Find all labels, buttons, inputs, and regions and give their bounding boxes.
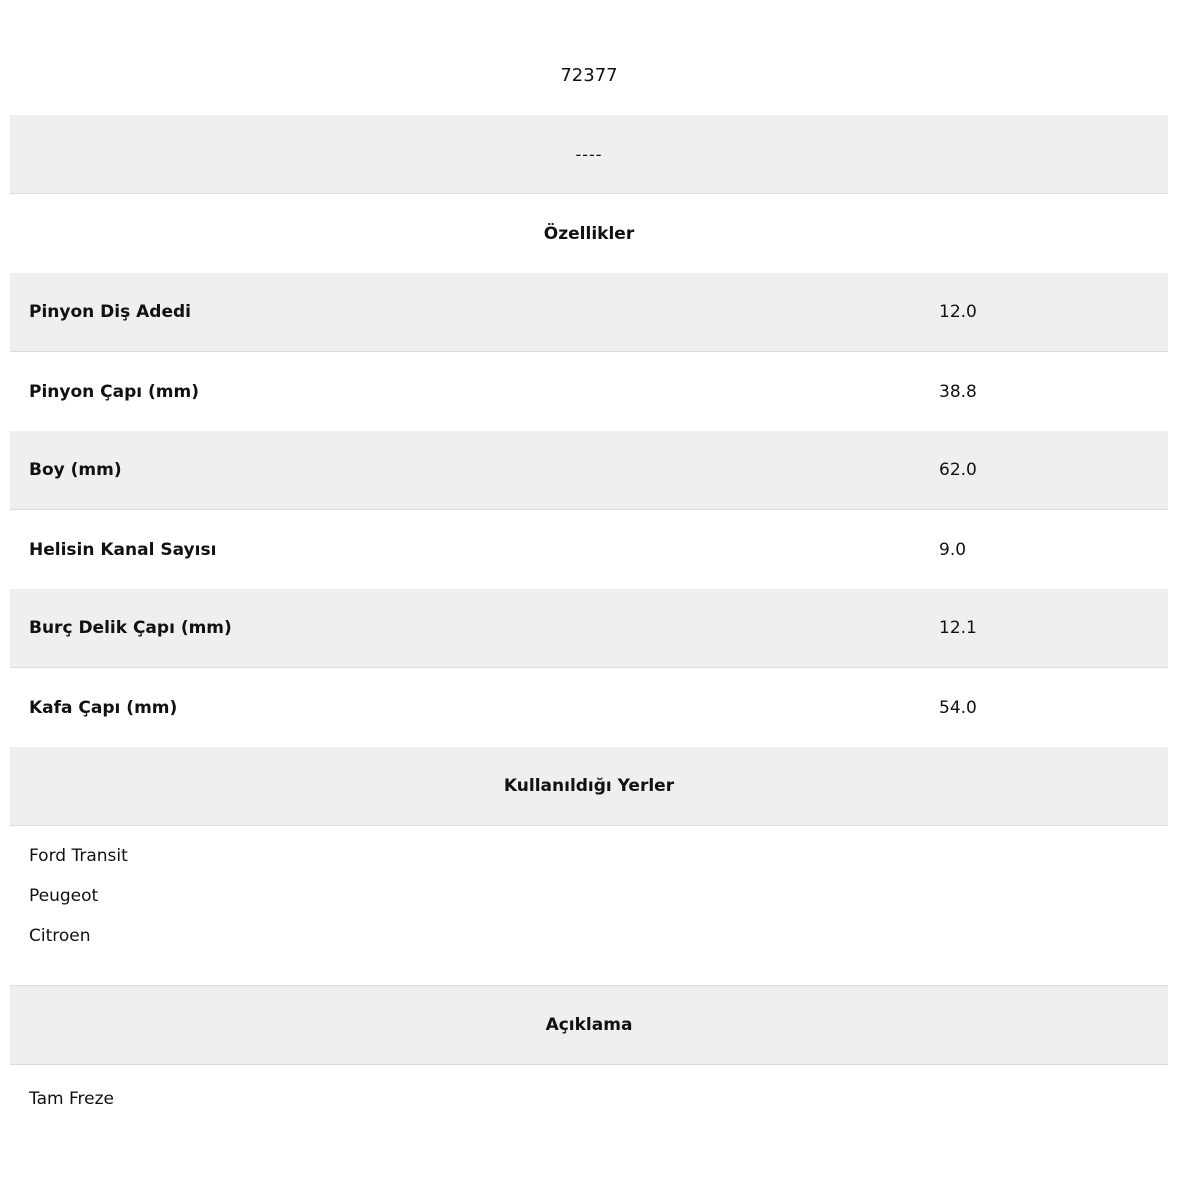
spec-label: Boy (mm) [29, 460, 122, 480]
usage-heading-row [10, 747, 1168, 826]
spec-row [10, 431, 1168, 510]
list-item: Ford Transit [29, 846, 128, 866]
spec-value: 62.0 [939, 460, 977, 480]
spec-value: 12.0 [939, 302, 977, 322]
product-code-row [10, 36, 1168, 115]
spec-row [10, 668, 1168, 747]
spec-value: 54.0 [939, 697, 977, 718]
spec-row [10, 510, 1168, 589]
spec-label: Pinyon Diş Adedi [29, 302, 191, 322]
product-spec-sheet [10, 36, 1168, 1109]
list-item: Peugeot [29, 886, 99, 906]
description-heading-row [10, 986, 1168, 1065]
spec-label: Helisin Kanal Sayısı [29, 539, 217, 560]
specs-heading: Özellikler [543, 223, 635, 244]
spec-row [10, 352, 1168, 431]
spec-row [10, 589, 1168, 668]
specs-heading-row [10, 194, 1168, 273]
spec-label: Burç Delik Çapı (mm) [29, 618, 232, 638]
spec-label: Pinyon Çapı (mm) [29, 381, 199, 402]
spec-label: Kafa Çapı (mm) [29, 697, 178, 718]
list-item: Citroen [29, 926, 91, 946]
description-heading: Açıklama [545, 1015, 633, 1035]
spec-value: 9.0 [939, 539, 967, 560]
usage-list [10, 826, 1168, 986]
spec-row [10, 273, 1168, 352]
usage-heading: Kullanıldığı Yerler [503, 776, 675, 796]
spec-value: 12.1 [939, 618, 977, 638]
spec-value: 38.8 [939, 381, 977, 402]
dash-placeholder: ---- [575, 144, 603, 164]
dash-row [10, 115, 1168, 194]
description-text: Tam Freze [29, 1089, 114, 1109]
product-code: 72377 [560, 65, 618, 86]
